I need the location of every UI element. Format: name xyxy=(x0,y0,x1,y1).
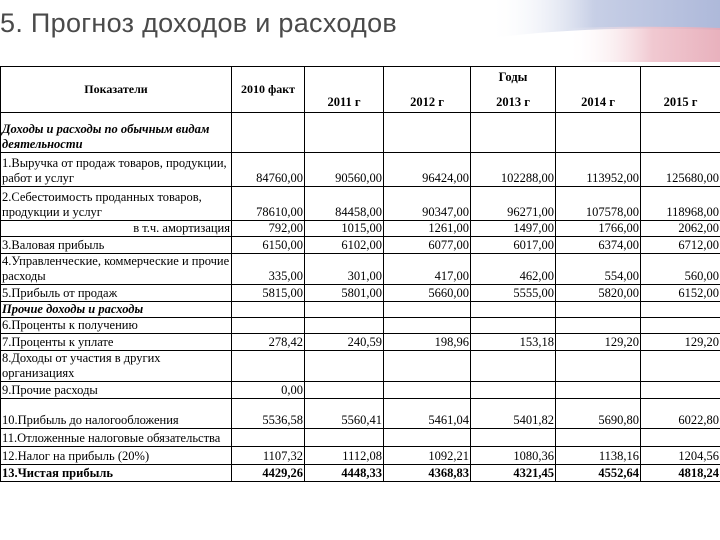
row-label: 4.Управленческие, коммерческие и прочие расходы xyxy=(1,254,232,285)
value-cell xyxy=(641,351,720,382)
row-label: 13.Чистая прибыль xyxy=(1,465,232,482)
value-cell xyxy=(556,318,641,334)
value-cell: 129,20 xyxy=(641,334,720,351)
value-cell xyxy=(384,429,471,447)
value-cell xyxy=(471,113,556,153)
value-cell: 153,18 xyxy=(471,334,556,351)
value-cell: 6152,00 xyxy=(641,285,720,302)
header-year-2014: 2014 г xyxy=(556,67,641,113)
value-cell xyxy=(305,429,384,447)
table-row xyxy=(1,153,720,187)
value-cell: 6102,00 xyxy=(305,237,384,254)
value-cell xyxy=(232,429,305,447)
table-header-row xyxy=(1,67,720,113)
value-cell: 4448,33 xyxy=(305,465,384,482)
value-cell xyxy=(384,113,471,153)
value-cell xyxy=(556,302,641,318)
value-cell: 4552,64 xyxy=(556,465,641,482)
value-cell: 792,00 xyxy=(232,221,305,237)
header-years-group: Годы xyxy=(498,70,528,84)
row-label: в т.ч. амортизация xyxy=(1,221,232,237)
value-cell: 5815,00 xyxy=(232,285,305,302)
value-cell: 560,00 xyxy=(641,254,720,285)
value-cell xyxy=(556,113,641,153)
value-cell: 462,00 xyxy=(471,254,556,285)
value-cell: 84760,00 xyxy=(232,153,305,187)
header-year-2015: 2015 г xyxy=(641,67,720,113)
value-cell: 78610,00 xyxy=(232,187,305,221)
table-row xyxy=(1,382,720,399)
value-cell: 301,00 xyxy=(305,254,384,285)
value-cell: 113952,00 xyxy=(556,153,641,187)
value-cell: 96424,00 xyxy=(384,153,471,187)
value-cell: 107578,00 xyxy=(556,187,641,221)
value-cell xyxy=(232,351,305,382)
value-cell: 84458,00 xyxy=(305,187,384,221)
table-row xyxy=(1,221,720,237)
value-cell: 5555,00 xyxy=(471,285,556,302)
value-cell xyxy=(305,351,384,382)
value-cell xyxy=(384,351,471,382)
row-label: 11.Отложенные налоговые обязательства xyxy=(1,429,232,447)
value-cell: 554,00 xyxy=(556,254,641,285)
value-cell: 5801,00 xyxy=(305,285,384,302)
header-year-2013 xyxy=(471,67,556,113)
value-cell xyxy=(556,382,641,399)
value-cell: 2062,00 xyxy=(641,221,720,237)
row-label: 6.Проценты к получению xyxy=(1,318,232,334)
value-cell: 1080,36 xyxy=(471,447,556,465)
value-cell xyxy=(384,302,471,318)
value-cell: 6712,00 xyxy=(641,237,720,254)
row-label: 10.Прибыль до налогообложения xyxy=(1,399,232,429)
value-cell: 1092,21 xyxy=(384,447,471,465)
table-row xyxy=(1,351,720,382)
value-cell xyxy=(471,318,556,334)
slide-title: 5. Прогноз доходов и расходов xyxy=(0,8,398,38)
table-row xyxy=(1,429,720,447)
value-cell xyxy=(232,302,305,318)
header-year-2011: 2011 г xyxy=(305,67,384,113)
value-cell: 0,00 xyxy=(232,382,305,399)
value-cell: 90560,00 xyxy=(305,153,384,187)
value-cell: 6374,00 xyxy=(556,237,641,254)
value-cell: 5461,04 xyxy=(384,399,471,429)
row-label: Прочие доходы и расходы xyxy=(1,302,232,318)
value-cell: 335,00 xyxy=(232,254,305,285)
value-cell: 118968,00 xyxy=(641,187,720,221)
value-cell: 5690,80 xyxy=(556,399,641,429)
value-cell: 5536,58 xyxy=(232,399,305,429)
value-cell: 4368,83 xyxy=(384,465,471,482)
value-cell xyxy=(232,113,305,153)
value-cell: 1204,56 xyxy=(641,447,720,465)
value-cell xyxy=(384,382,471,399)
header-fact-2010: 2010 факт xyxy=(232,67,305,113)
value-cell: 5401,82 xyxy=(471,399,556,429)
value-cell: 5820,00 xyxy=(556,285,641,302)
row-label: 8.Доходы от участия в других организациях xyxy=(1,351,232,382)
value-cell xyxy=(305,302,384,318)
value-cell: 96271,00 xyxy=(471,187,556,221)
row-label: 2.Себестоимость проданных товаров, продукции и услуг xyxy=(1,187,232,221)
value-cell: 1138,16 xyxy=(556,447,641,465)
value-cell xyxy=(641,318,720,334)
table-row xyxy=(1,447,720,465)
value-cell: 125680,00 xyxy=(641,153,720,187)
value-cell: 4818,24 xyxy=(641,465,720,482)
value-cell xyxy=(471,351,556,382)
header-year-2013-label: 2013 г xyxy=(496,95,530,109)
value-cell: 129,20 xyxy=(556,334,641,351)
table-row xyxy=(1,465,720,482)
value-cell: 278,42 xyxy=(232,334,305,351)
row-label: 3.Валовая прибыль xyxy=(1,237,232,254)
table-row xyxy=(1,285,720,302)
value-cell: 198,96 xyxy=(384,334,471,351)
forecast-table xyxy=(0,66,720,482)
row-label: Доходы и расходы по обычным видам деятельности xyxy=(1,113,232,153)
value-cell: 6077,00 xyxy=(384,237,471,254)
table-row xyxy=(1,237,720,254)
value-cell: 1015,00 xyxy=(305,221,384,237)
row-label: 5.Прибыль от продаж xyxy=(1,285,232,302)
value-cell xyxy=(641,302,720,318)
table-row xyxy=(1,302,720,318)
value-cell: 1766,00 xyxy=(556,221,641,237)
value-cell xyxy=(305,113,384,153)
value-cell: 417,00 xyxy=(384,254,471,285)
value-cell xyxy=(305,382,384,399)
value-cell: 1261,00 xyxy=(384,221,471,237)
value-cell: 4321,45 xyxy=(471,465,556,482)
row-label: 12.Налог на прибыль (20%) xyxy=(1,447,232,465)
value-cell: 4429,26 xyxy=(232,465,305,482)
value-cell xyxy=(556,429,641,447)
row-label: 7.Проценты к уплате xyxy=(1,334,232,351)
value-cell: 6022,80 xyxy=(641,399,720,429)
value-cell: 1107,32 xyxy=(232,447,305,465)
value-cell: 90347,00 xyxy=(384,187,471,221)
row-label: 9.Прочие расходы xyxy=(1,382,232,399)
value-cell: 6017,00 xyxy=(471,237,556,254)
value-cell: 102288,00 xyxy=(471,153,556,187)
value-cell xyxy=(471,382,556,399)
value-cell xyxy=(384,318,471,334)
value-cell: 1112,08 xyxy=(305,447,384,465)
value-cell xyxy=(471,302,556,318)
row-label: 1.Выручка от продаж товаров, продукции, работ и услуг xyxy=(1,153,232,187)
table-row xyxy=(1,399,720,429)
table-row xyxy=(1,254,720,285)
value-cell: 5660,00 xyxy=(384,285,471,302)
value-cell xyxy=(641,113,720,153)
header-year-2012: 2012 г xyxy=(384,67,471,113)
value-cell xyxy=(641,382,720,399)
value-cell xyxy=(471,429,556,447)
table-row xyxy=(1,334,720,351)
header-indicator: Показатели xyxy=(1,67,232,113)
value-cell: 5560,41 xyxy=(305,399,384,429)
table-row xyxy=(1,113,720,153)
value-cell xyxy=(305,318,384,334)
value-cell xyxy=(556,351,641,382)
value-cell xyxy=(641,429,720,447)
table-row xyxy=(1,318,720,334)
value-cell: 6150,00 xyxy=(232,237,305,254)
value-cell: 240,59 xyxy=(305,334,384,351)
value-cell: 1497,00 xyxy=(471,221,556,237)
table-row xyxy=(1,187,720,221)
value-cell xyxy=(232,318,305,334)
